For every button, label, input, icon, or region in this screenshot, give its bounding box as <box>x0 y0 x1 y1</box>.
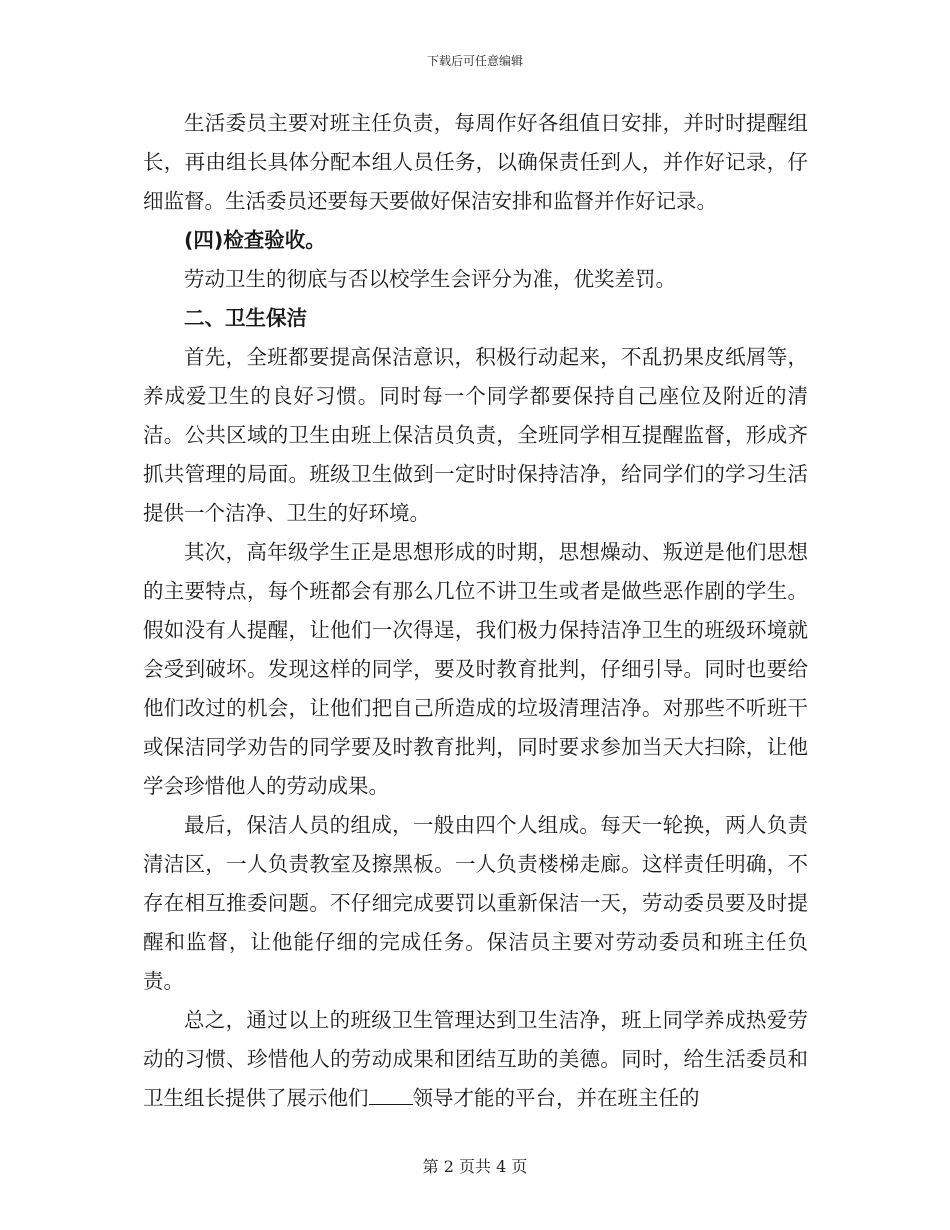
paragraph-inspection: 劳动卫生的彻底与否以校学生会评分为准，优奖差罚。 <box>184 267 676 291</box>
section-heading-inspection: (四)检查验收。 <box>184 228 326 252</box>
conclusion-text-start: 总之，通过以上的班级卫生管理达到卫生洁净，班上同学养成热爱劳动的习惯、珍惜他人的劳动成果和团结互助的美德。同时，给生活委员和卫生组长提供了展示他们 <box>143 1008 808 1110</box>
page-header: 下载后可任意编辑 <box>426 54 523 68</box>
paragraph-conclusion <box>143 1001 808 1118</box>
paragraph-finally: 最后，保洁人员的组成，一般由四个人组成。每天一轮换，两人负责清洁区，一人负责教室及擦黑板。一人负责楼梯走廊。这样责任明确，不存在相互推委问题。不仔细完成要罚以重新保洁一天，劳动委员要及时提醒和监督，让他能仔细的完成任务。保洁员主要对劳动委员和班主任负责。 <box>143 813 808 993</box>
document-body <box>143 104 808 1118</box>
fill-blank-line <box>369 1086 413 1105</box>
paragraph-first: 首先，全班都要提高保洁意识，积极行动起来，不乱扔果皮纸屑等，养成爱卫生的良好习惯。同时每一个同学都要保持自己座位及附近的清洁。公共区域的卫生由班上保洁员负责，全班同学相互提醒监督，形成齐抓共管理的局面。班级卫生做到一定时时保持洁净，给同学们的学习生活提供一个洁净、卫生的好环境。 <box>143 345 808 525</box>
conclusion-text-end: 领导才能的平台，并在班主任的 <box>412 1086 700 1110</box>
page-footer: 第 2 页共 4 页 <box>422 1157 528 1176</box>
paragraph-life-committee: 生活委员主要对班主任负责，每周作好各组值日安排，并时时提醒组长，再由组长具体分配本组人员任务，以确保责任到人，并作好记录，仔细监督。生活委员还要每天要做好保洁安排和监督并作好记录。 <box>143 111 808 213</box>
section-heading-cleaning: 二、卫生保洁 <box>184 306 307 330</box>
paragraph-second: 其次，高年级学生正是思想形成的时期，思想燥动、叛逆是他们思想的主要特点，每个班都会有那么几位不讲卫生或者是做些恶作剧的学生。假如没有人提醒，让他们一次得逞，我们极力保持洁净卫生的班级环境就会受到破坏。发现这样的同学，要及时教育批判，仔细引导。同时也要给他们改过的机会，让他们把自己所造成的垃圾清理洁净。对那些不听班干或保洁同学劝告的同学要及时教育批判，同时要求参加当天大扫除，让他学会珍惜他人的劳动成果。 <box>143 540 808 798</box>
